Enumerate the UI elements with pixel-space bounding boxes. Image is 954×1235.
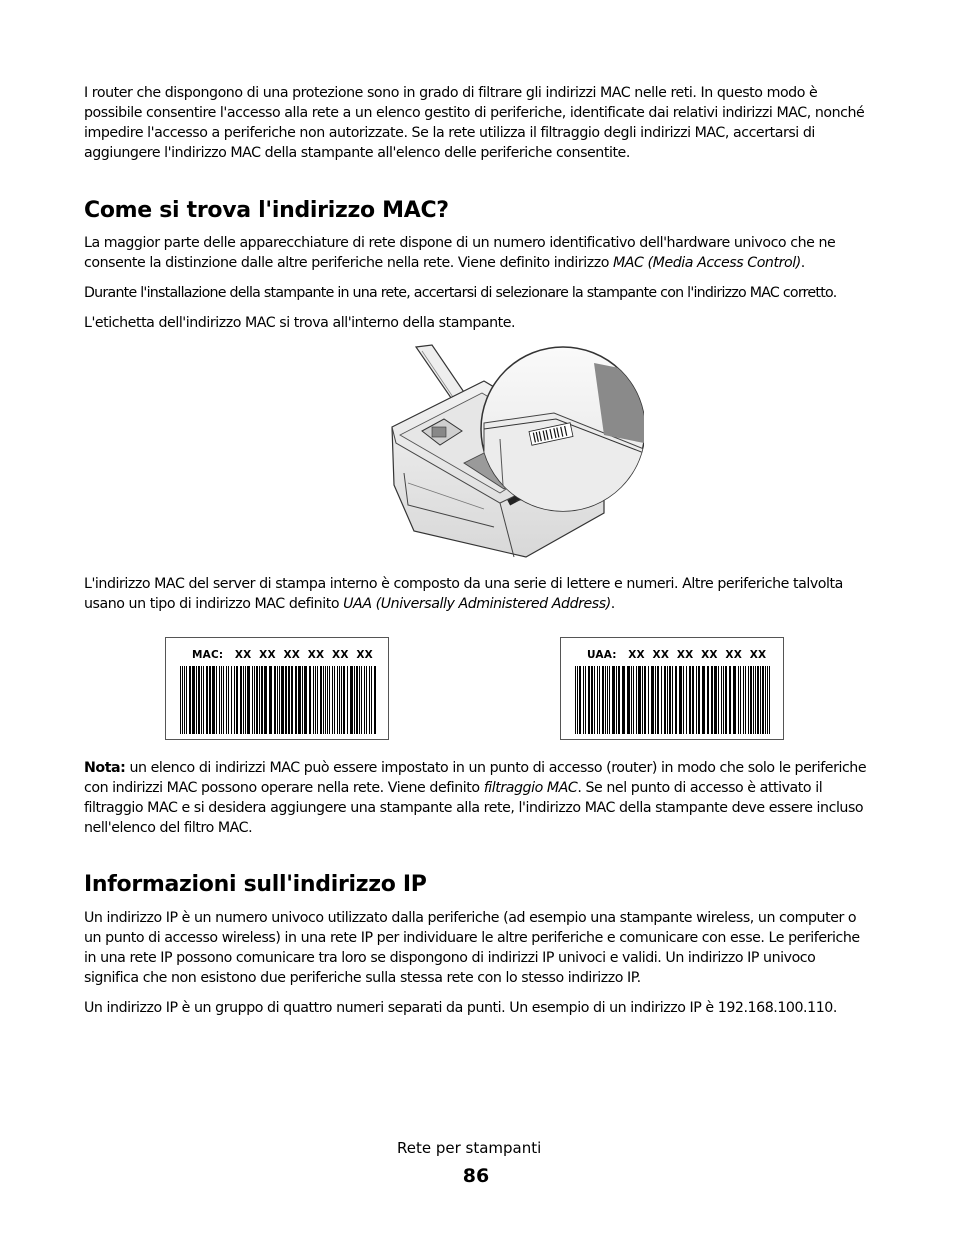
barcode-bar bbox=[256, 666, 258, 734]
barcode-bar bbox=[655, 666, 656, 734]
barcode-bar bbox=[243, 666, 244, 734]
barcode-bar bbox=[196, 666, 197, 734]
barcode-bar bbox=[612, 666, 615, 734]
barcode-bar bbox=[609, 666, 610, 734]
barcode-bar bbox=[317, 666, 318, 734]
barcode-bar bbox=[698, 666, 700, 734]
barcode-bar bbox=[683, 666, 684, 734]
barcode-bar bbox=[622, 666, 625, 734]
barcode-bar bbox=[288, 666, 290, 734]
barcode-bar bbox=[369, 666, 370, 734]
barcode-bar bbox=[594, 666, 595, 734]
barcode-bar bbox=[642, 666, 643, 734]
barcode-bar bbox=[315, 666, 316, 734]
barcode-bar bbox=[696, 666, 697, 734]
barcode-bar bbox=[180, 666, 181, 734]
barcode-bar bbox=[588, 666, 590, 734]
barcode-bar bbox=[313, 666, 314, 734]
barcode-bar bbox=[667, 666, 668, 734]
printer-illustration bbox=[304, 343, 644, 563]
barcode-bar bbox=[226, 666, 227, 734]
barcode-bar bbox=[245, 666, 246, 734]
barcode-bar bbox=[750, 666, 752, 734]
barcode-bar bbox=[729, 666, 731, 734]
ip-paragraph-2: Un indirizzo IP è un gruppo di quattro numeri separati da punti. Un esempio di un indirizzo IP è 192.168.100.110. bbox=[84, 1000, 837, 1016]
ip-heading: Informazioni sull'indirizzo IP bbox=[84, 872, 427, 897]
barcode-bar bbox=[718, 666, 719, 734]
barcode-bar bbox=[616, 666, 617, 734]
barcode-bar bbox=[339, 666, 340, 734]
barcode-bar bbox=[605, 666, 606, 734]
barcode-bar bbox=[714, 666, 717, 734]
barcode-bar bbox=[223, 666, 224, 734]
uaa-paragraph-end: . bbox=[610, 596, 615, 612]
barcode-bar bbox=[679, 666, 682, 734]
barcode-bar bbox=[327, 666, 328, 734]
mac-heading: Come si trova l'indirizzo MAC? bbox=[84, 198, 449, 223]
barcode-bar bbox=[189, 666, 191, 734]
barcode-bar bbox=[186, 666, 187, 734]
barcode-bar bbox=[291, 666, 293, 734]
barcode-bar bbox=[748, 666, 749, 734]
barcode-bar bbox=[182, 666, 183, 734]
barcode-bar bbox=[651, 666, 654, 734]
barcode-bar bbox=[743, 666, 744, 734]
barcode-bar bbox=[760, 666, 761, 734]
mac-label-text: MAC: XX XX XX XX XX XX bbox=[192, 649, 373, 661]
barcode-bar bbox=[583, 666, 584, 734]
barcode-bar bbox=[597, 666, 598, 734]
barcode-bar bbox=[334, 666, 335, 734]
barcode-bar bbox=[259, 666, 260, 734]
barcode-bar bbox=[304, 666, 307, 734]
barcode-bar bbox=[361, 666, 362, 734]
barcode-bar bbox=[228, 666, 229, 734]
page-number: 86 bbox=[462, 1165, 490, 1187]
barcode-bar bbox=[767, 666, 768, 734]
barcode-bar bbox=[341, 666, 342, 734]
barcode-bar bbox=[325, 666, 326, 734]
barcode-bar bbox=[745, 666, 746, 734]
barcode-bar bbox=[664, 666, 666, 734]
ip-paragraph-1: Un indirizzo IP è un numero univoco utilizzato dalla periferiche (ad esempio una stampante wireless, un computer o un punto di accesso wireless) in una rete IP per individuare le altre periferiche e comunicare con esse. Le periferiche in una rete IP possono comunicare tra loro se dispongono di indirizzi IP univoci e validi. Un indirizzo IP univoco significa che non esistono due periferiche sulla stessa rete con lo stesso indirizzo IP. bbox=[84, 910, 860, 986]
barcode-bar bbox=[209, 666, 211, 734]
barcode-bar bbox=[638, 666, 641, 734]
barcode-bar bbox=[633, 666, 634, 734]
barcode-bar bbox=[247, 666, 250, 734]
barcode-bar bbox=[707, 666, 709, 734]
barcode-bar bbox=[184, 666, 185, 734]
barcode-bar bbox=[279, 666, 280, 734]
barcode-bar bbox=[374, 666, 376, 734]
barcode-bar bbox=[577, 666, 578, 734]
barcode-bar bbox=[738, 666, 739, 734]
barcode-bar bbox=[607, 666, 608, 734]
mac-barcode bbox=[178, 666, 378, 734]
barcode-bar bbox=[769, 666, 770, 734]
mac-paragraph-1-end: . bbox=[800, 255, 805, 271]
barcode-bar bbox=[329, 666, 330, 734]
barcode-bar bbox=[354, 666, 355, 734]
barcode-bar bbox=[231, 666, 232, 734]
barcode-bar bbox=[198, 666, 200, 734]
note-paragraph bbox=[84, 758, 874, 838]
barcode-bar bbox=[285, 666, 287, 734]
uaa-label bbox=[560, 637, 784, 740]
barcode-bar bbox=[692, 666, 694, 734]
barcode-bar bbox=[252, 666, 253, 734]
barcode-bar bbox=[295, 666, 297, 734]
mac-label bbox=[165, 637, 389, 740]
barcode-bar bbox=[579, 666, 581, 734]
barcode-bar bbox=[219, 666, 220, 734]
barcode-bar bbox=[585, 666, 586, 734]
uaa-barcode bbox=[573, 666, 773, 734]
barcode-bar bbox=[762, 666, 764, 734]
barcode-bar bbox=[359, 666, 360, 734]
note-text-1: un elenco di indirizzi MAC può essere impostato in un punto di accesso (router) in modo che solo le periferiche con indirizzi MAC possono operare nella rete. Viene definito bbox=[84, 760, 867, 796]
barcode-bar bbox=[661, 666, 662, 734]
barcode-bar bbox=[277, 666, 278, 734]
barcode-bar bbox=[657, 666, 659, 734]
barcode-bar bbox=[320, 666, 322, 734]
barcode-bar bbox=[364, 666, 365, 734]
barcode-bar bbox=[269, 666, 272, 734]
barcode-bar bbox=[347, 666, 348, 734]
barcode-bar bbox=[212, 666, 215, 734]
barcode-bar bbox=[672, 666, 673, 734]
barcode-bar bbox=[725, 666, 727, 734]
barcode-bar bbox=[366, 666, 367, 734]
barcode-bar bbox=[350, 666, 353, 734]
barcode-bar bbox=[702, 666, 705, 734]
barcode-bar bbox=[636, 666, 637, 734]
barcode-bar bbox=[274, 666, 276, 734]
barcode-bar bbox=[602, 666, 604, 734]
barcode-bar bbox=[337, 666, 338, 734]
barcode-bar bbox=[261, 666, 263, 734]
mac-paragraph-3: L'etichetta dell'indirizzo MAC si trova all'interno della stampante. bbox=[84, 315, 516, 331]
barcode-bar bbox=[281, 666, 284, 734]
barcode-bar bbox=[618, 666, 620, 734]
barcode-bar bbox=[757, 666, 759, 734]
barcode-bar bbox=[675, 666, 677, 734]
barcode-bar bbox=[644, 666, 646, 734]
barcode-bar bbox=[298, 666, 301, 734]
barcode-bar bbox=[201, 666, 202, 734]
barcode-bar bbox=[740, 666, 741, 734]
mac-paragraph-2: Durante l'installazione della stampante in una rete, accertarsi di selezionare la stampante con l'indirizzo MAC corretto. bbox=[84, 285, 837, 301]
barcode-bar bbox=[236, 666, 238, 734]
barcode-bar bbox=[234, 666, 235, 734]
barcode-bar bbox=[599, 666, 600, 734]
note-label: Nota: bbox=[84, 760, 126, 776]
barcode-bar bbox=[689, 666, 691, 734]
mac-term: MAC (Media Access Control) bbox=[613, 255, 801, 271]
barcode-bar bbox=[753, 666, 754, 734]
barcode-bar bbox=[721, 666, 722, 734]
barcode-bar bbox=[686, 666, 687, 734]
barcode-bar bbox=[309, 666, 311, 734]
barcode-bar bbox=[723, 666, 724, 734]
barcode-bar bbox=[343, 666, 345, 734]
uaa-paragraph bbox=[84, 574, 874, 614]
barcode-bar bbox=[332, 666, 333, 734]
barcode-bar bbox=[356, 666, 358, 734]
barcode-bar bbox=[240, 666, 242, 734]
intro-paragraph: I router che dispongono di una protezione sono in grado di filtrare gli indirizzi MAC nelle reti. In questo modo è possibile consentire l'accesso alla rete a un elenco gestito di periferiche, identificate dai relativi indirizzi MAC, nonché impedire l'accesso a periferiche non autorizzate. Se la rete utilizza il filtraggio degli indirizzi MAC, accertarsi di aggiungere l'indirizzo MAC della stampante all'elenco delle periferiche consentite. bbox=[84, 85, 865, 161]
barcode-bar bbox=[264, 666, 267, 734]
barcode-bar bbox=[755, 666, 756, 734]
note-term: filtraggio MAC bbox=[483, 780, 578, 796]
barcode-bar bbox=[323, 666, 324, 734]
barcode-bar bbox=[192, 666, 195, 734]
uaa-label-text: UAA: XX XX XX XX XX XX bbox=[587, 649, 767, 661]
barcode-bar bbox=[631, 666, 632, 734]
barcode-bar bbox=[591, 666, 593, 734]
barcode-bar bbox=[669, 666, 671, 734]
barcode-bar bbox=[371, 666, 372, 734]
footer-title: Rete per stampanti bbox=[397, 1139, 542, 1157]
barcode-bar bbox=[648, 666, 649, 734]
mac-paragraph-1-text: La maggior parte delle apparecchiature di rete dispone di un numero identificativo dell'hardware univoco che ne consente la distinzione dalle altre periferiche nella rete. Viene definito indirizzo bbox=[84, 235, 836, 271]
uaa-paragraph-text: L'indirizzo MAC del server di stampa interno è composto da una serie di lettere e numeri. Altre periferiche talvolta usano un tipo di indirizzo MAC definito bbox=[84, 576, 843, 612]
barcode-bar bbox=[765, 666, 766, 734]
barcode-bar bbox=[575, 666, 576, 734]
uaa-term: UAA (Universally Administered Address) bbox=[343, 596, 611, 612]
barcode-bar bbox=[627, 666, 630, 734]
barcode-bar bbox=[206, 666, 208, 734]
barcode-bar bbox=[203, 666, 204, 734]
barcode-bar bbox=[711, 666, 713, 734]
barcode-bar bbox=[254, 666, 255, 734]
barcode-bar bbox=[733, 666, 736, 734]
mac-paragraph-1 bbox=[84, 233, 874, 273]
barcode-bar bbox=[302, 666, 303, 734]
note-text-2: . Se nel punto di accesso è attivato il filtraggio MAC e si desidera aggiungere una stampante alla rete, l'indirizzo MAC della stampante deve essere incluso nell'elenco del filtro MAC. bbox=[84, 780, 864, 836]
barcode-bar bbox=[216, 666, 217, 734]
barcode-bar bbox=[221, 666, 222, 734]
